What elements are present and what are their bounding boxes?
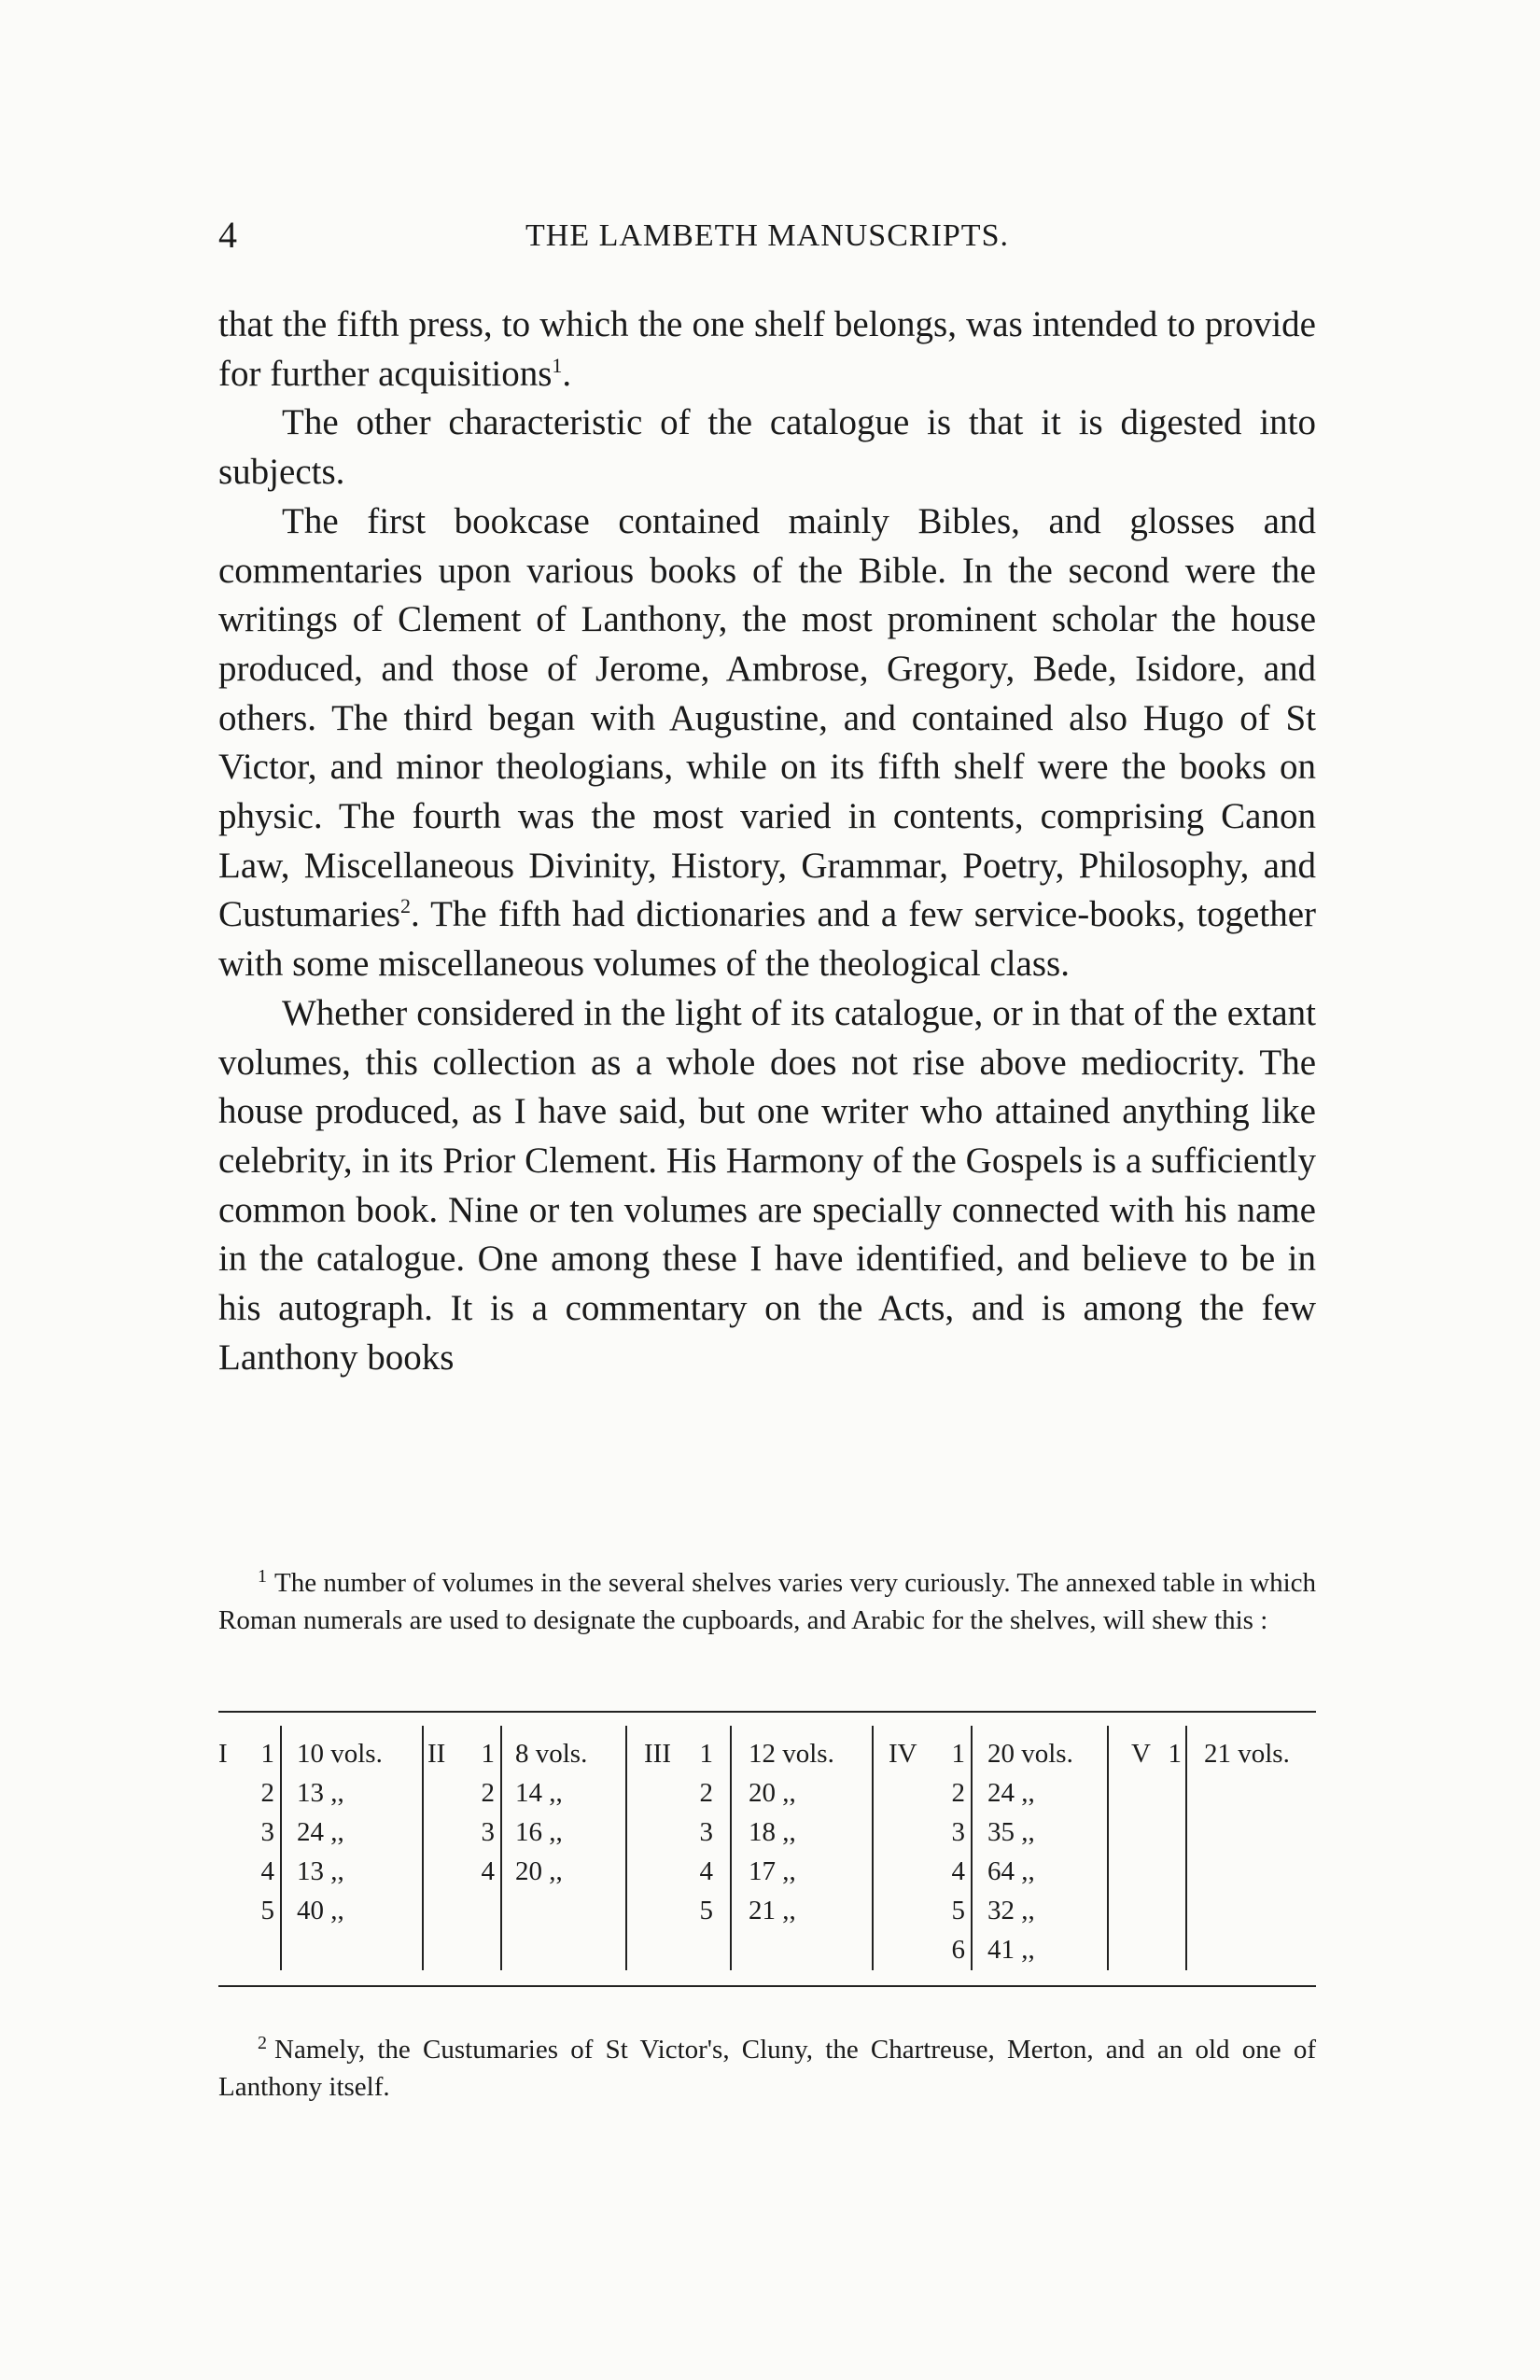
- volume-count: 20 ,,: [515, 1856, 563, 1886]
- table-column-rule: [422, 1726, 424, 1970]
- shelf-number: 3: [260, 1817, 274, 1847]
- volume-count: 20 vols.: [987, 1739, 1073, 1769]
- shelf-number: 3: [951, 1817, 965, 1847]
- volume-count: 64 ,,: [987, 1856, 1035, 1886]
- running-title: THE LAMBETH MANUSCRIPTS.: [525, 218, 1009, 253]
- volume-count: 41 ,,: [987, 1935, 1035, 1965]
- footnote-2-text: Namely, the Custumaries of St Victor's, Cluny, the Chartreuse, Merton, and an old one of Lanthony itself.: [218, 2035, 1316, 2102]
- volume-count: 17 ,,: [749, 1856, 796, 1886]
- table-column-rule: [625, 1726, 627, 1970]
- footnote-1-mark: 1: [258, 1566, 267, 1587]
- volume-count: 10 vols.: [297, 1739, 383, 1769]
- shelf-number: 2: [951, 1778, 965, 1808]
- shelf-number: 1: [260, 1739, 274, 1769]
- volume-count: 35 ,,: [987, 1817, 1035, 1847]
- paragraph-1-text: that the fifth press, to which the one shelf belongs, was intended to provide for further acquisitions: [218, 304, 1316, 394]
- shelf-number: 5: [951, 1896, 965, 1925]
- shelf-number: 4: [951, 1856, 965, 1886]
- volume-count: 16 ,,: [515, 1817, 563, 1847]
- footnote-ref-2: 2: [399, 894, 411, 918]
- volume-count: 13 ,,: [297, 1856, 344, 1886]
- paragraph-4: Whether considered in the light of its catalogue, or in that of the extant volumes, this collection as a whole does not rise above mediocrity. The house produced, as I have said, but one writer who attained anything like celebrity, in its Prior Clement. His Harmony of the Gospels is a sufficiently common book. Nine or ten volumes are specially connected with his name in the catalogue. One among these I have identified, and believe to be in his autograph. It is a commentary on the Acts, and is among the few Lanthony books: [218, 992, 1316, 1378]
- table-column-rule: [730, 1726, 732, 1970]
- table-column-rule: [280, 1726, 282, 1970]
- page-number: 4: [218, 214, 238, 256]
- page-header: [218, 213, 1316, 259]
- shelf-number: 1: [699, 1739, 713, 1769]
- shelf-number: 6: [951, 1935, 965, 1965]
- footnote-2: [218, 2031, 1316, 2106]
- cupboard-numeral: III: [644, 1739, 671, 1769]
- table-column-rule: [872, 1726, 874, 1970]
- volume-count: 12 vols.: [749, 1739, 834, 1769]
- cupboard-numeral: IV: [889, 1739, 917, 1769]
- shelf-number: 4: [260, 1856, 274, 1886]
- footnote-1: [218, 1564, 1316, 1639]
- footnote-1-text: The number of volumes in the several shelves varies very curiously. The annexed table in which Roman numerals are used to designate the cupboards, and Arabic for the shelves, will shew this :: [218, 1568, 1316, 1635]
- shelf-number: 3: [481, 1817, 495, 1847]
- volume-count: 32 ,,: [987, 1896, 1035, 1925]
- shelf-number: 3: [699, 1817, 713, 1847]
- volume-count: 14 ,,: [515, 1778, 563, 1808]
- body-text: [218, 301, 1316, 1382]
- volume-count: 21 ,,: [749, 1896, 796, 1925]
- footnote-2-mark: 2: [258, 2033, 267, 2053]
- paragraph-2: The other characteristic of the catalogue is that it is digested into subjects.: [218, 402, 1316, 493]
- shelf-number: 1: [481, 1739, 495, 1769]
- shelf-table: [218, 1711, 1316, 2002]
- volume-count: 13 ,,: [297, 1778, 344, 1808]
- volume-count: 40 ,,: [297, 1896, 344, 1925]
- paragraph-3-text-b: . The fifth had dictionaries and a few service-books, together with some miscellaneous volumes of the theological class.: [218, 894, 1316, 985]
- table-column-rule: [500, 1726, 502, 1970]
- shelf-number: 2: [481, 1778, 495, 1808]
- paragraph-1-end: .: [562, 353, 572, 394]
- volume-count: 20 ,,: [749, 1778, 796, 1808]
- volume-count: 24 ,,: [987, 1778, 1035, 1808]
- paragraph-3: [218, 497, 1316, 989]
- cupboard-numeral: V: [1131, 1739, 1151, 1769]
- shelf-number: 5: [699, 1896, 713, 1925]
- table-bottom-rule: [218, 1985, 1316, 1987]
- shelf-number: 2: [260, 1778, 274, 1808]
- volume-count: 24 ,,: [297, 1817, 344, 1847]
- cupboard-numeral: II: [427, 1739, 446, 1769]
- shelf-number: 1: [951, 1739, 965, 1769]
- table-column-rule: [1185, 1726, 1187, 1970]
- volume-count: 21 vols.: [1204, 1739, 1290, 1769]
- paragraph-3-text-a: The first bookcase contained mainly Bibles, and glosses and commentaries upon various books of the Bible. In the second were the writings of Clement of Lanthony, the most prominent scholar the house produced, and those of Jerome, Ambrose, Gregory, Bede, Isidore, and others. The third began with Augustine, and contained also Hugo of St Victor, and minor theologians, while on its fifth shelf were the books on physic. The fourth was the most varied in contents, comprising Canon Law, Miscellaneous Divinity, History, Grammar, Poetry, Philosophy, and Custumaries: [218, 500, 1316, 935]
- table-column-rule: [1107, 1726, 1109, 1970]
- shelf-number: 1: [1168, 1739, 1182, 1769]
- cupboard-numeral: I: [218, 1739, 228, 1769]
- table-column-rule: [971, 1726, 973, 1970]
- paragraph-1: [218, 301, 1316, 399]
- table-top-rule: [218, 1711, 1316, 1713]
- volume-count: 18 ,,: [749, 1817, 796, 1847]
- footnote-ref-1: 1: [552, 353, 563, 377]
- volume-count: 8 vols.: [515, 1739, 588, 1769]
- shelf-number: 4: [699, 1856, 713, 1886]
- shelf-number: 2: [699, 1778, 713, 1808]
- shelf-number: 4: [481, 1856, 495, 1886]
- shelf-number: 5: [260, 1896, 274, 1925]
